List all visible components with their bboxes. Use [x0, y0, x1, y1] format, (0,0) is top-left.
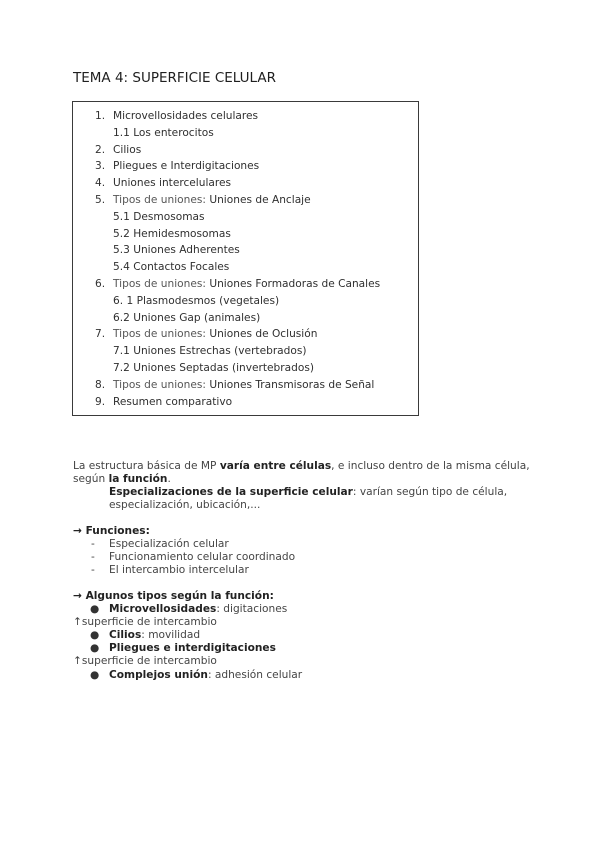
table-of-contents [72, 101, 419, 416]
term: Cilios [109, 629, 142, 641]
toc-label: 5.4 Contactos Focales [113, 261, 230, 274]
intro-line-2 [73, 473, 171, 486]
toc-text [113, 294, 279, 308]
list-item [109, 669, 302, 682]
description: : digitaciones [216, 603, 288, 615]
list-item [109, 642, 276, 655]
toc-label: Uniones Transmisoras de Señal [209, 378, 375, 391]
note: ↑superficie de intercambio [73, 655, 217, 667]
toc-label: 5.1 Desmosomas [113, 210, 205, 223]
intro-emphasis: varía entre células [219, 460, 332, 472]
toc-label: 1.1 Los enterocitos [113, 126, 214, 139]
toc-text [113, 193, 311, 207]
toc-text [113, 378, 374, 392]
note: ↑superficie de intercambio [73, 616, 217, 628]
toc-prefix: Tipos de uniones: [113, 328, 210, 341]
intro-text: . [167, 473, 171, 485]
intro-text: La estructura básica de MP [73, 460, 220, 472]
intro-emphasis: la función [108, 473, 168, 485]
toc-text [113, 176, 231, 190]
toc-label: 6.2 Uniones Gap (animales) [113, 311, 261, 324]
list-item: El intercambio intercelular [109, 564, 249, 576]
toc-text [113, 260, 229, 274]
toc-prefix: Tipos de uniones: [113, 378, 210, 391]
toc-text [113, 344, 307, 358]
toc-label: 5.3 Uniones Adherentes [113, 244, 240, 257]
toc-number: 7. [95, 328, 106, 341]
toc-text [113, 311, 260, 325]
toc-label: Uniones Formadoras de Canales [209, 278, 381, 290]
list-item: Especialización celular [109, 538, 229, 550]
toc-label: 7.2 Uniones Septadas (invertebrados) [113, 362, 314, 374]
bullet-icon: ● [90, 669, 100, 681]
toc-label: Pliegues e Interdigitaciones [113, 160, 260, 173]
toc-label: Uniones intercelulares [113, 177, 232, 190]
intro-text: : varían según tipo de célula, [352, 486, 508, 498]
bullet-icon: ● [90, 642, 100, 654]
toc-prefix: Tipos de uniones: [113, 194, 210, 206]
toc-text [113, 243, 240, 257]
intro-line-3 [109, 486, 507, 499]
description: : movilidad [141, 629, 201, 641]
toc-number: 5. [95, 194, 106, 206]
dash-marker: - [91, 538, 95, 550]
toc-text [113, 327, 317, 341]
toc-number: 8. [95, 378, 106, 391]
toc-text [113, 109, 258, 123]
dash-marker: - [91, 551, 95, 563]
list-item: Funcionamiento celular coordinado [109, 551, 296, 563]
toc-text [113, 227, 231, 241]
intro-text: , e incluso dentro de la misma célula, [331, 460, 530, 472]
toc-label: Uniones de Oclusión [209, 328, 318, 341]
list-item [109, 629, 200, 642]
toc-label: 7.1 Uniones Estrechas (vertebrados) [113, 345, 307, 358]
term: Microvellosidades [109, 603, 217, 615]
toc-label: Cilios [113, 143, 142, 156]
toc-prefix: Tipos de uniones: [113, 278, 210, 290]
description: : adhesión celular [207, 669, 303, 681]
toc-number: 9. [95, 395, 106, 408]
term: Complejos unión [109, 669, 208, 681]
toc-label: Uniones de Anclaje [209, 194, 311, 206]
funciones-heading-text: → Funciones: [73, 525, 150, 537]
toc-number: 1. [95, 110, 106, 122]
tipos-heading [73, 590, 274, 603]
toc-text [113, 361, 314, 375]
list-item [109, 603, 287, 616]
toc-text [113, 159, 259, 173]
toc-number: 2. [95, 143, 106, 156]
funciones-heading [73, 525, 150, 538]
toc-text [113, 277, 380, 291]
toc-label: Microvellosidades celulares [113, 110, 259, 122]
toc-text [113, 395, 232, 409]
tipos-heading-text: → Algunos tipos según la función: [73, 590, 274, 602]
toc-label: 6. 1 Plasmodesmos (vegetales) [113, 294, 280, 307]
toc-label: Resumen comparativo [113, 395, 233, 408]
term: Pliegues e interdigitaciones [109, 642, 276, 654]
intro-text: según [73, 473, 109, 485]
intro-line-4: especialización, ubicación,... [109, 499, 261, 511]
toc-text [113, 126, 214, 140]
toc-number: 4. [95, 177, 106, 190]
toc-label: 5.2 Hemidesmosomas [113, 227, 231, 240]
bullet-icon: ● [90, 603, 100, 615]
bullet-icon: ● [90, 629, 100, 641]
toc-number: 6. [95, 278, 106, 290]
specializations-term: Especializaciones de la superficie celular [109, 486, 353, 498]
dash-marker: - [91, 564, 95, 576]
toc-text [113, 143, 141, 157]
page-title: TEMA 4: SUPERFICIE CELULAR [73, 70, 276, 86]
toc-text [113, 210, 205, 224]
toc-number: 3. [95, 160, 106, 173]
intro-line-1 [73, 460, 530, 473]
